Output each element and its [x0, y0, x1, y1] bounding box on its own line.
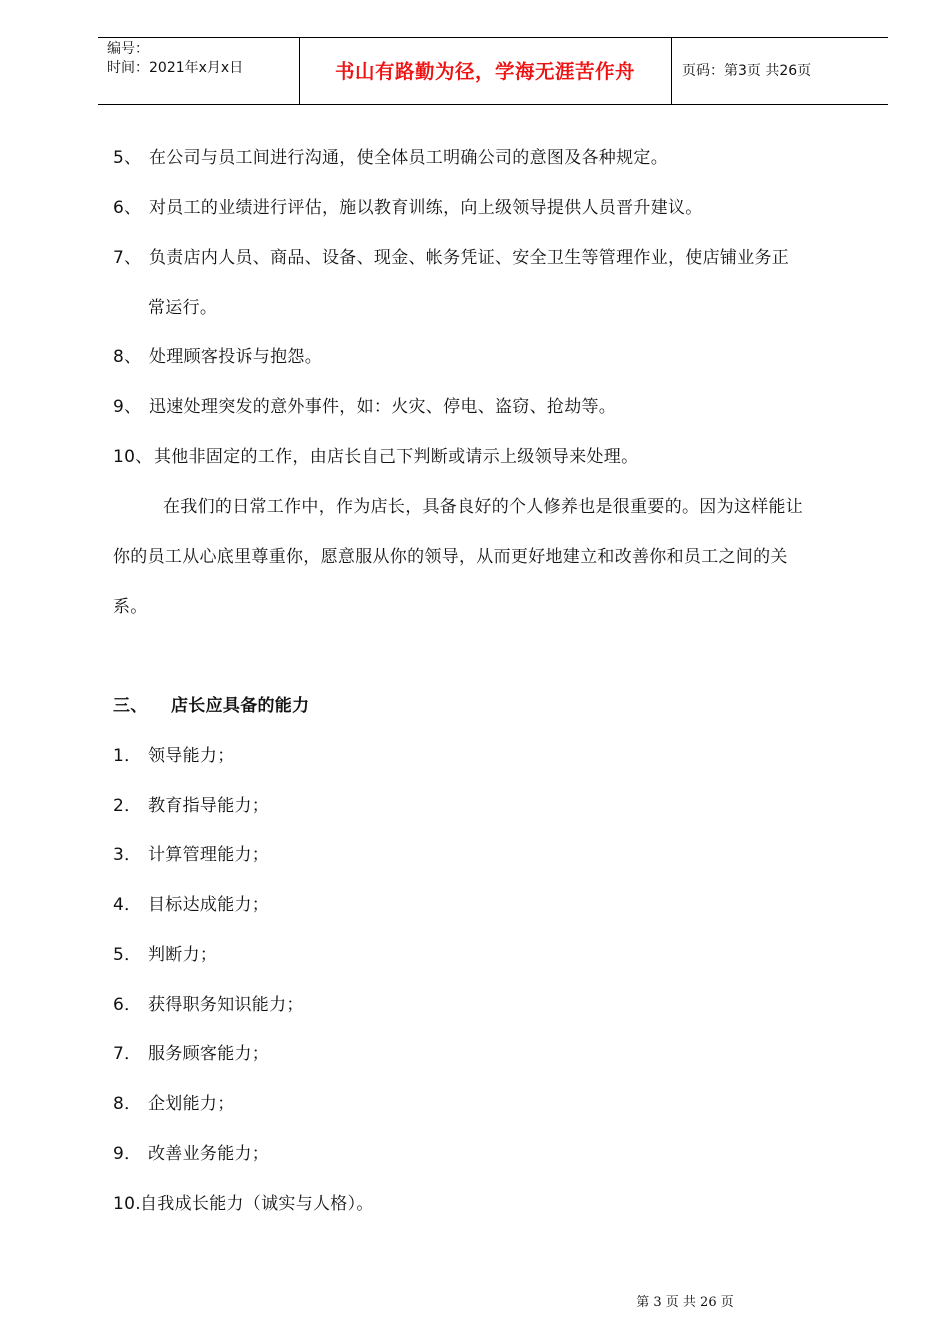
- section-number: 三、: [113, 696, 148, 716]
- duty-number: 7、: [113, 248, 142, 268]
- paragraph-line: 在我们的日常工作中，作为店长，具备良好的个人修养也是很重要的。因为这样能让: [163, 497, 804, 517]
- ability-text: 企划能力；: [148, 1094, 235, 1114]
- ability-item: [113, 745, 235, 767]
- ability-number: 6．: [113, 995, 142, 1015]
- ability-number: 2．: [113, 796, 142, 816]
- ability-number: 8．: [113, 1094, 142, 1114]
- ability-text: 目标达成能力；: [148, 895, 270, 915]
- ability-number: 1．: [113, 746, 142, 766]
- duty-number: 6、: [113, 198, 142, 218]
- duty-item: [113, 197, 703, 219]
- paragraph-line: 你的员工从心底里尊重你，愿意服从你的领导，从而更好地建立和改善你和员工之间的关: [113, 547, 788, 567]
- ability-item: [113, 1043, 269, 1065]
- ability-text: 判断力；: [148, 945, 218, 965]
- ability-item: [113, 795, 269, 817]
- ability-number: 5．: [113, 945, 142, 965]
- duty-number: 10、: [113, 447, 153, 467]
- ability-item: [113, 1193, 374, 1215]
- duty-item: [113, 446, 638, 468]
- ability-text: 获得职务知识能力；: [148, 995, 304, 1015]
- duty-number: 9、: [113, 397, 142, 417]
- ability-text: 教育指导能力；: [148, 796, 270, 816]
- duty-text: 负责店内人员、商品、设备、现金、帐务凭证、安全卫生等管理作业，使店铺业务正: [149, 248, 790, 268]
- ability-item: [113, 1093, 235, 1115]
- duty-item: [113, 396, 616, 418]
- duty-text: 处理顾客投诉与抱怨。: [149, 347, 322, 367]
- time-label: 时间：2021年x月x日: [107, 60, 244, 76]
- code-label: 编号：: [107, 41, 149, 57]
- duty-item: [113, 346, 322, 368]
- paragraph-line: 系。: [113, 597, 148, 617]
- ability-text: 改善业务能力；: [148, 1144, 270, 1164]
- page-info: 页码：第3页 共26页: [682, 63, 812, 79]
- ability-number: 4．: [113, 895, 142, 915]
- duty-number: 8、: [113, 347, 142, 367]
- duty-continuation: 常运行。: [148, 298, 218, 318]
- ability-item: [113, 844, 269, 866]
- ability-item: [113, 1143, 269, 1165]
- duty-text: 在公司与员工间进行沟通，使全体员工明确公司的意图及各种规定。: [149, 148, 668, 168]
- ability-number: 7．: [113, 1044, 142, 1064]
- ability-number: 9．: [113, 1144, 142, 1164]
- ability-item: [113, 994, 304, 1016]
- ability-number: 3．: [113, 845, 142, 865]
- section-heading: [113, 695, 309, 717]
- duty-text: 其他非固定的工作，由店长自己下判断或请示上级领导来处理。: [154, 447, 639, 467]
- duty-text: 对员工的业绩进行评估，施以教育训练，向上级领导提供人员晋升建议。: [149, 198, 703, 218]
- ability-text: 服务顾客能力；: [148, 1044, 270, 1064]
- motto: 书山有路勤为径，学海无涯苦作舟: [334, 60, 635, 83]
- duty-number: 5、: [113, 148, 142, 168]
- page-footer: 第 3 页 共 26 页: [636, 1295, 734, 1310]
- duty-item: [113, 147, 668, 169]
- section-title: 店长应具备的能力: [171, 696, 310, 716]
- ability-item: [113, 944, 217, 966]
- ability-text: 领导能力；: [148, 746, 235, 766]
- duty-text: 迅速处理突发的意外事件，如：火灾、停电、盗窃、抢劫等。: [149, 397, 617, 417]
- ability-item: [113, 894, 269, 916]
- ability-text: 自我成长能力（诚实与人格）。: [140, 1194, 374, 1214]
- duty-item: [113, 247, 789, 269]
- ability-number: 10.: [113, 1194, 141, 1214]
- ability-text: 计算管理能力；: [148, 845, 270, 865]
